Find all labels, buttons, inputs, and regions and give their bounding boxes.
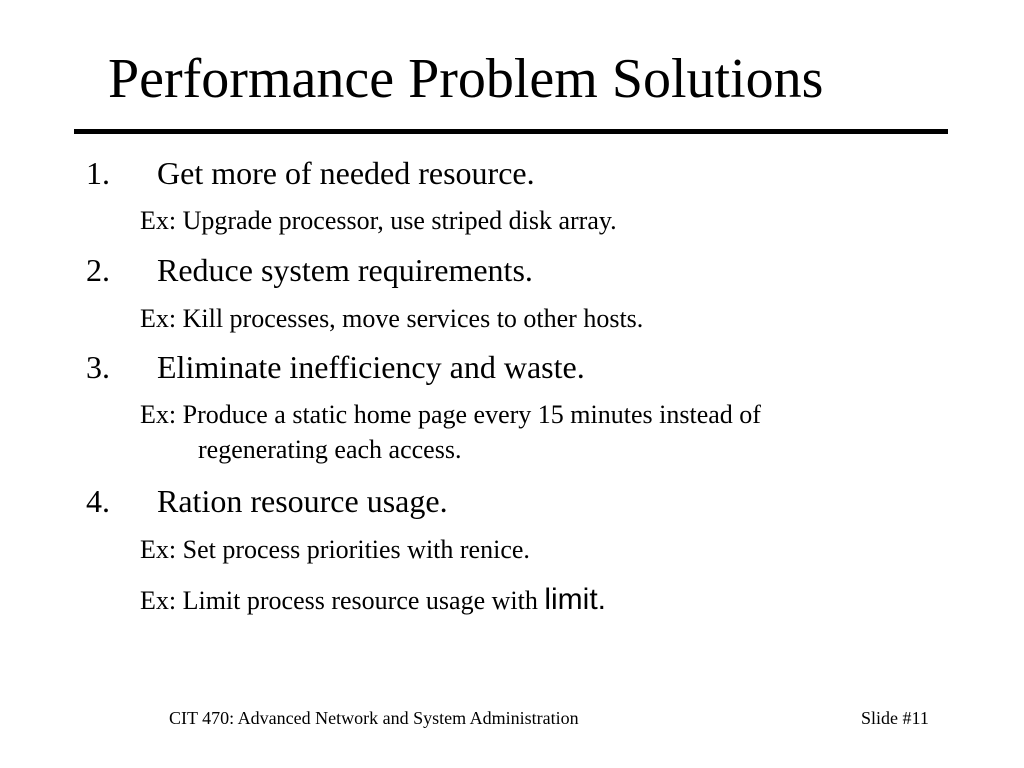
list-item-text: Eliminate inefficiency and waste. <box>157 349 585 385</box>
example-2: Ex: Kill processes, move services to other hosts. <box>140 304 644 333</box>
list-item-3 <box>86 349 585 385</box>
slide-number: Slide #11 <box>861 708 929 728</box>
footer-course: CIT 470: Advanced Network and System Administration <box>169 708 579 728</box>
list-item-2 <box>86 252 533 288</box>
example-continuation: regenerating each access. <box>198 435 462 464</box>
example-4b <box>140 583 606 618</box>
slide-title: Performance Problem Solutions <box>108 48 824 110</box>
example-line: Ex: Limit process resource usage with <box>140 586 545 615</box>
list-item-number: 4. <box>86 483 110 519</box>
example-line: Ex: Produce a static home page every 15 minutes instead of <box>140 400 761 429</box>
list-item-number: 2. <box>86 252 110 288</box>
example-1: Ex: Upgrade processor, use striped disk array. <box>140 206 617 235</box>
list-item-4 <box>86 483 448 519</box>
list-item-number: 1. <box>86 155 110 191</box>
list-item-text: Reduce system requirements. <box>157 252 533 288</box>
title-underline <box>74 129 948 134</box>
list-item-text: Get more of needed resource. <box>157 155 535 191</box>
command-text: limit. <box>544 583 606 616</box>
example-3 <box>140 398 761 468</box>
example-4a: Ex: Set process priorities with renice. <box>140 535 530 564</box>
list-item-text: Ration resource usage. <box>157 483 448 519</box>
list-item-1 <box>86 155 535 191</box>
list-item-number: 3. <box>86 349 110 385</box>
